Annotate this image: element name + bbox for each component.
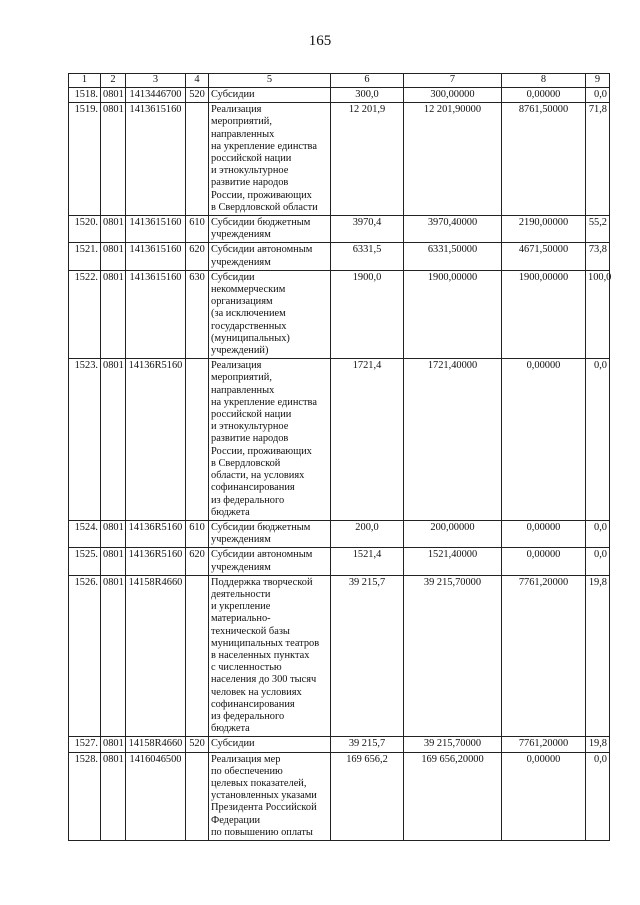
target-article-code-cell: 1413446700 [126,88,186,103]
target-article-code-cell: 14158R4660 [126,737,186,752]
column-header-4: 4 [186,74,209,88]
execution-percent-cell: 0,0 [586,752,610,840]
item-name-cell: Субсидии некоммерческим организациям (за исключением государственных (муниципальных) учреждений) [209,270,331,358]
expense-type-code-cell [186,359,209,521]
approved-amount-cell: 169 656,20000 [404,752,502,840]
planned-amount-cell: 39 215,7 [331,575,404,737]
section-code-cell: 0801 [101,88,126,103]
table-row [69,243,610,270]
planned-amount-cell: 200,0 [331,520,404,547]
table-row [69,752,610,840]
expense-type-code-cell: 630 [186,270,209,358]
executed-amount-cell: 0,00000 [502,548,586,575]
row-number-cell: 1525. [69,548,101,575]
section-code-cell: 0801 [101,575,126,737]
item-name-cell: Реализация мероприятий, направленных на укрепление единства российской нации и этнокультурное развитие народов России, проживающих в Свердловской области, на условиях софинансирования из федерального бюджета [209,359,331,521]
column-header-8: 8 [502,74,586,88]
target-article-code-cell: 14136R5160 [126,359,186,521]
section-code-cell: 0801 [101,216,126,243]
row-number-cell: 1519. [69,103,101,216]
table-row [69,548,610,575]
row-number-cell: 1520. [69,216,101,243]
item-name-cell: Субсидии бюджетным учреждениям [209,216,331,243]
expense-type-code-cell: 520 [186,737,209,752]
expense-type-code-cell: 620 [186,243,209,270]
table-row [69,88,610,103]
table-row [69,575,610,737]
planned-amount-cell: 39 215,7 [331,737,404,752]
section-code-cell: 0801 [101,752,126,840]
target-article-code-cell: 14136R5160 [126,520,186,547]
item-name-cell: Субсидии [209,737,331,752]
expense-type-code-cell: 610 [186,520,209,547]
row-number-cell: 1518. [69,88,101,103]
target-article-code-cell: 14158R4660 [126,575,186,737]
section-code-cell: 0801 [101,520,126,547]
table-row [69,520,610,547]
approved-amount-cell: 39 215,70000 [404,575,502,737]
table-body [69,88,610,841]
section-code-cell: 0801 [101,737,126,752]
column-header-7: 7 [404,74,502,88]
page-number: 165 [308,33,332,49]
target-article-code-cell: 1413615160 [126,270,186,358]
item-name-cell: Субсидии [209,88,331,103]
column-header-9: 9 [586,74,610,88]
approved-amount-cell: 6331,50000 [404,243,502,270]
approved-amount-cell: 39 215,70000 [404,737,502,752]
target-article-code-cell: 14136R5160 [126,548,186,575]
target-article-code-cell: 1413615160 [126,103,186,216]
expense-type-code-cell: 610 [186,216,209,243]
approved-amount-cell: 1721,40000 [404,359,502,521]
execution-percent-cell: 100,0 [586,270,610,358]
column-header-2: 2 [101,74,126,88]
row-number-cell: 1522. [69,270,101,358]
row-number-cell: 1523. [69,359,101,521]
executed-amount-cell: 0,00000 [502,752,586,840]
item-name-cell: Субсидии автономным учреждениям [209,243,331,270]
section-code-cell: 0801 [101,270,126,358]
execution-percent-cell: 0,0 [586,359,610,521]
executed-amount-cell: 0,00000 [502,359,586,521]
row-number-cell: 1521. [69,243,101,270]
approved-amount-cell: 3970,40000 [404,216,502,243]
expense-type-code-cell: 620 [186,548,209,575]
planned-amount-cell: 1521,4 [331,548,404,575]
item-name-cell: Реализация мероприятий, направленных на укрепление единства российской нации и этнокультурное развитие народов России, проживающих в Свердловской области [209,103,331,216]
executed-amount-cell: 4671,50000 [502,243,586,270]
approved-amount-cell: 300,00000 [404,88,502,103]
section-code-cell: 0801 [101,243,126,270]
planned-amount-cell: 3970,4 [331,216,404,243]
planned-amount-cell: 12 201,9 [331,103,404,216]
executed-amount-cell: 8761,50000 [502,103,586,216]
executed-amount-cell: 0,00000 [502,520,586,547]
planned-amount-cell: 300,0 [331,88,404,103]
item-name-cell: Реализация мер по обеспечению целевых показателей, установленных указами Президента Российской Федерации по повышению оплаты [209,752,331,840]
execution-percent-cell: 73,8 [586,243,610,270]
table-row [69,359,610,521]
executed-amount-cell: 1900,00000 [502,270,586,358]
row-number-cell: 1524. [69,520,101,547]
table-row [69,216,610,243]
execution-percent-cell: 0,0 [586,88,610,103]
row-number-cell: 1527. [69,737,101,752]
column-header-1: 1 [69,74,101,88]
expense-type-code-cell [186,752,209,840]
execution-percent-cell: 0,0 [586,548,610,575]
executed-amount-cell: 7761,20000 [502,737,586,752]
column-header-3: 3 [126,74,186,88]
executed-amount-cell: 2190,00000 [502,216,586,243]
section-code-cell: 0801 [101,103,126,216]
expense-type-code-cell [186,575,209,737]
section-code-cell: 0801 [101,548,126,575]
planned-amount-cell: 1900,0 [331,270,404,358]
execution-percent-cell: 19,8 [586,737,610,752]
planned-amount-cell: 1721,4 [331,359,404,521]
executed-amount-cell: 7761,20000 [502,575,586,737]
expense-type-code-cell: 520 [186,88,209,103]
approved-amount-cell: 200,00000 [404,520,502,547]
item-name-cell: Поддержка творческой деятельности и укрепление материально- технической базы муниципальных театров в населенных пунктах с численностью населения до 300 тысяч человек на условиях софинансирования из федерального бюджета [209,575,331,737]
table-row [69,103,610,216]
row-number-cell: 1526. [69,575,101,737]
planned-amount-cell: 169 656,2 [331,752,404,840]
target-article-code-cell: 1413615160 [126,243,186,270]
column-header-5: 5 [209,74,331,88]
item-name-cell: Субсидии бюджетным учреждениям [209,520,331,547]
table-row [69,270,610,358]
approved-amount-cell: 1521,40000 [404,548,502,575]
executed-amount-cell: 0,00000 [502,88,586,103]
column-header-6: 6 [331,74,404,88]
approved-amount-cell: 1900,00000 [404,270,502,358]
target-article-code-cell: 1416046500 [126,752,186,840]
header-row [69,74,610,88]
table-row [69,737,610,752]
execution-percent-cell: 19,8 [586,575,610,737]
approved-amount-cell: 12 201,90000 [404,103,502,216]
budget-table [68,73,610,841]
item-name-cell: Субсидии автономным учреждениям [209,548,331,575]
expense-type-code-cell [186,103,209,216]
row-number-cell: 1528. [69,752,101,840]
target-article-code-cell: 1413615160 [126,216,186,243]
planned-amount-cell: 6331,5 [331,243,404,270]
execution-percent-cell: 0,0 [586,520,610,547]
execution-percent-cell: 71,8 [586,103,610,216]
execution-percent-cell: 55,2 [586,216,610,243]
section-code-cell: 0801 [101,359,126,521]
